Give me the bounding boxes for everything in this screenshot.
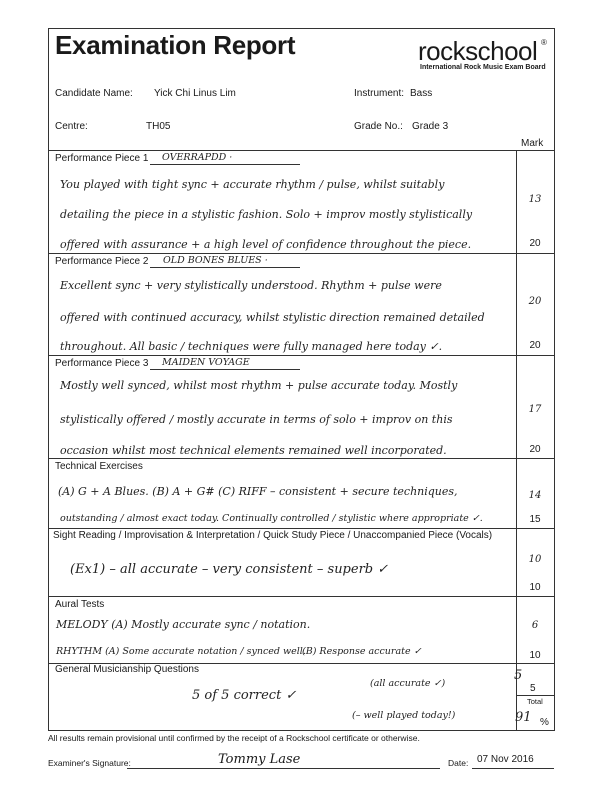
mark-column-divider [516,150,517,730]
section-divider-top [48,150,555,151]
musicianship-comment-b: (– well played today!) [352,710,456,721]
total-value: 91 [515,710,532,725]
grade-value: Grade 3 [412,121,449,132]
brand-logo: rockschool [418,36,538,66]
piece-2-comment-line-2: offered with continued accuracy, whilst stylistic direction remained detailed [60,311,485,324]
centre-value: TH05 [146,121,171,132]
piece-2-label: Performance Piece 2 [55,256,149,267]
sight-reading-score: 10 [528,554,542,565]
page-title: Examination Report [55,30,296,60]
sight-reading-comment: (Ex1) – all accurate – very consistent – superb ✓ [70,562,389,577]
date-value: 07 Nov 2016 [477,754,534,765]
aural-max: 10 [529,650,541,661]
piece-3-score: 17 [528,404,542,415]
musicianship-score: 5 [514,668,523,683]
piece-3-max: 20 [529,444,541,455]
instrument-value: Bass [410,88,433,99]
piece-1-title-line [150,164,300,165]
signature-label: Examiner's Signature: [48,758,131,768]
piece-1-max: 20 [529,238,541,249]
aural-melody-comment: MELODY (A) Mostly accurate sync / notation. [56,618,311,631]
piece-2-comment-line-1: Excellent sync + very stylistically understood. Rhythm + pulse were [60,279,442,292]
frame-left [48,28,49,730]
piece-1-comment-line-1: You played with tight sync + accurate rhythm / pulse, whilst suitably [60,178,445,191]
aural-label: Aural Tests [55,599,105,610]
date-line [472,768,554,769]
piece-3-comment-line-3: occasion whilst most technical elements remained well incorporated. [60,444,447,457]
piece-1-comment-line-3: offered with assurance + a high level of confidence throughout the piece. [60,238,472,251]
piece-1-title: OVERRAPDD · [162,152,233,163]
piece-1-comment-line-2: detailing the piece in a stylistic fashion. Solo + improv mostly stylistically [60,208,473,221]
instrument-label: Instrument: [354,88,405,99]
piece-2-max: 20 [529,340,541,351]
musicianship-comment: 5 of 5 correct ✓ [192,688,297,703]
piece-3-title: MAIDEN VOYAGE [162,357,250,368]
technical-max: 15 [529,514,541,525]
piece-2-comment-line-3: throughout. All basic / techniques were fully managed here today ✓. [60,340,443,353]
provisional-notice: All results remain provisional until confirmed by the receipt of a Rockschool certificate or otherwise. [48,733,420,743]
piece-1-label: Performance Piece 1 [55,153,149,164]
total-divider [516,695,555,696]
piece-2-score: 20 [528,296,542,307]
date-label: Date: [448,758,469,768]
technical-comment-line-1: (A) G + A Blues. (B) A + G# (C) RIFF – consistent + secure techniques, [58,485,458,498]
musicianship-label: General Musicianship Questions [55,664,199,675]
musicianship-comment-a: (all accurate ✓) [370,678,446,689]
sight-reading-label: Sight Reading / Improvisation & Interpretation / Quick Study Piece / Unaccompanied Piece (Vocals) [53,530,493,541]
grade-label: Grade No.: [354,121,403,132]
signature-line [127,768,440,769]
section-divider-4 [48,528,555,529]
candidate-name-value: Yick Chi Linus Lim [154,88,236,99]
piece-3-title-line [150,369,300,370]
piece-3-comment-line-1: Mostly well synced, whilst most rhythm + pulse accurate today. Mostly [60,379,458,392]
mark-column-header: Mark [521,138,544,149]
candidate-name-label: Candidate Name: [55,88,133,99]
technical-comment-line-2: outstanding / almost exact today. Continually controlled / stylistic where appropriate ✓. [60,513,483,524]
frame-bottom [48,730,555,731]
piece-1-score: 13 [528,194,542,205]
aural-rhythm-comment: RHYTHM (A) Some accurate notation / synced well. [56,646,306,657]
piece-3-label: Performance Piece 3 [55,358,149,369]
section-divider-5 [48,596,555,597]
sight-reading-max: 10 [529,582,541,593]
aural-response-comment: (B) Response accurate ✓ [302,646,422,657]
total-label: Total [527,697,543,706]
section-divider-2 [48,355,555,356]
frame-right [554,28,555,730]
total-percent: % [540,717,549,728]
musicianship-max: 5 [530,683,536,694]
centre-label: Centre: [55,121,88,132]
technical-label: Technical Exercises [55,461,143,472]
brand-subtitle: International Rock Music Exam Board [420,64,546,71]
technical-score: 14 [528,490,542,501]
piece-3-comment-line-2: stylistically offered / mostly accurate in terms of solo + improv on this [60,413,453,426]
frame-top [48,28,555,29]
piece-2-title: OLD BONES BLUES · [163,255,268,266]
brand-registered-mark: ® [541,38,547,47]
piece-2-title-line [150,267,300,268]
section-divider-3 [48,458,555,459]
section-divider-1 [48,253,555,254]
examiner-signature: Tommy Lase [218,752,301,767]
aural-score: 6 [531,620,539,631]
